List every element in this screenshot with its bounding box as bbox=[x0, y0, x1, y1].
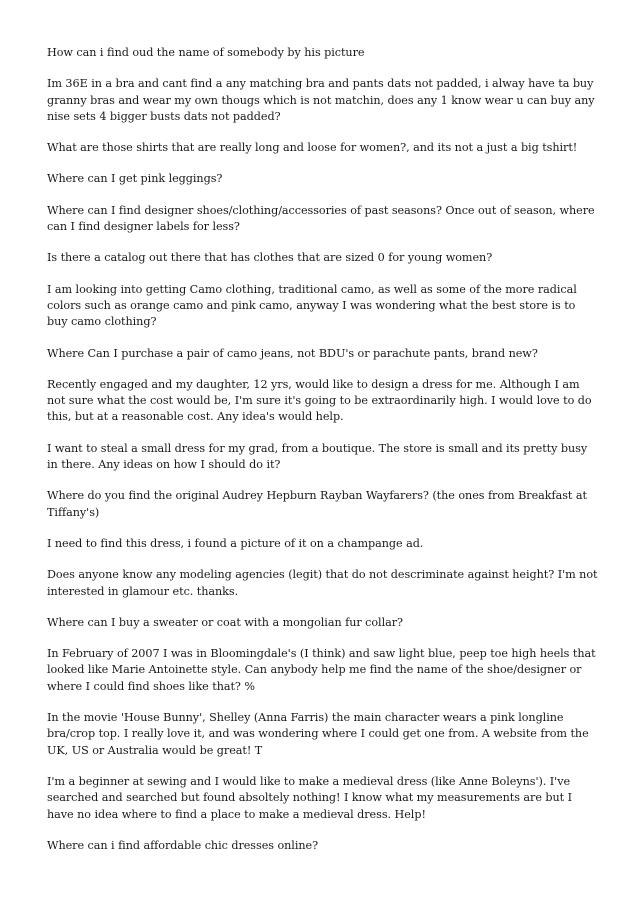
question-paragraph: Where can I find designer shoes/clothing/accessories of past seasons? Once out of season, where can I find designer labels for less? bbox=[47, 203, 595, 234]
question-paragraph: I am looking into getting Camo clothing, traditional camo, as well as some of the more radical colors such as orange camo and pink camo, anyway I was wondering what the best store is to buy camo clothing? bbox=[47, 282, 577, 329]
question-paragraph: Does anyone know any modeling agencies (legit) that do not descriminate against height? I'm not interested in glamour etc. thanks. bbox=[47, 568, 598, 598]
question-paragraph: I'm a beginner at sewing and I would like to make a medieval dress (like Anne Boleyns'). I've searched and searched but found absoltely nothing! I know what my measurements are but I have no idea where to find a place to make a medieval dress. Help! bbox=[47, 774, 572, 821]
question-paragraph: I need to find this dress, i found a picture of it on a champange ad. bbox=[47, 536, 424, 550]
question-paragraph: I want to steal a small dress for my grad, from a boutique. The store is small and its pretty busy in there. Any ideas on how I should do it? bbox=[47, 441, 588, 472]
question-paragraph: What are those shirts that are really long and loose for women?, and its not a just a big tshirt! bbox=[47, 141, 578, 155]
question-paragraph: Im 36E in a bra and cant find a any matching bra and pants dats not padded, i alway have ta buy granny bras and wear my own thougs which is not matchin, does any 1 know wear u can buy any nise sets 4 bigger busts dats not padded? bbox=[47, 77, 595, 123]
document-body bbox=[47, 45, 598, 854]
question-paragraph: Where do you find the original Audrey Hepburn Rayban Wayfarers? (the ones from Breakfast at Tiffany's) bbox=[47, 489, 587, 519]
question-paragraph: In the movie 'House Bunny', Shelley (Anna Farris) the main character wears a pink longline bra/crop top. I really love it, and was wondering where I could get one from. A website from the UK, US or Australia would be great! T bbox=[47, 711, 589, 757]
question-paragraph: Recently engaged and my daughter, 12 yrs, would like to design a dress for me. Although I am not sure what the cost would be, I'm sure it's going to be extraordinarily high. I would love to do this, but at a reasonable cost. Any idea's would help. bbox=[47, 377, 592, 424]
question-paragraph: Where can i find affordable chic dresses online? bbox=[47, 838, 319, 852]
question-paragraph: How can i find oud the name of somebody by his picture bbox=[47, 46, 365, 59]
question-paragraph: Where Can I purchase a pair of camo jeans, not BDU's or parachute pants, brand new? bbox=[47, 346, 538, 360]
question-paragraph: Is there a catalog out there that has clothes that are sized 0 for young women? bbox=[47, 251, 493, 265]
question-paragraph: Where can I buy a sweater or coat with a mongolian fur collar? bbox=[47, 615, 403, 629]
question-paragraph: Where can I get pink leggings? bbox=[47, 172, 223, 186]
question-paragraph: In February of 2007 I was in Bloomingdale's (I think) and saw light blue, peep toe high heels that looked like Marie Antoinette style. Can anybody help me find the name of the shoe/designer or where I could find shoes like that? % bbox=[47, 647, 596, 693]
